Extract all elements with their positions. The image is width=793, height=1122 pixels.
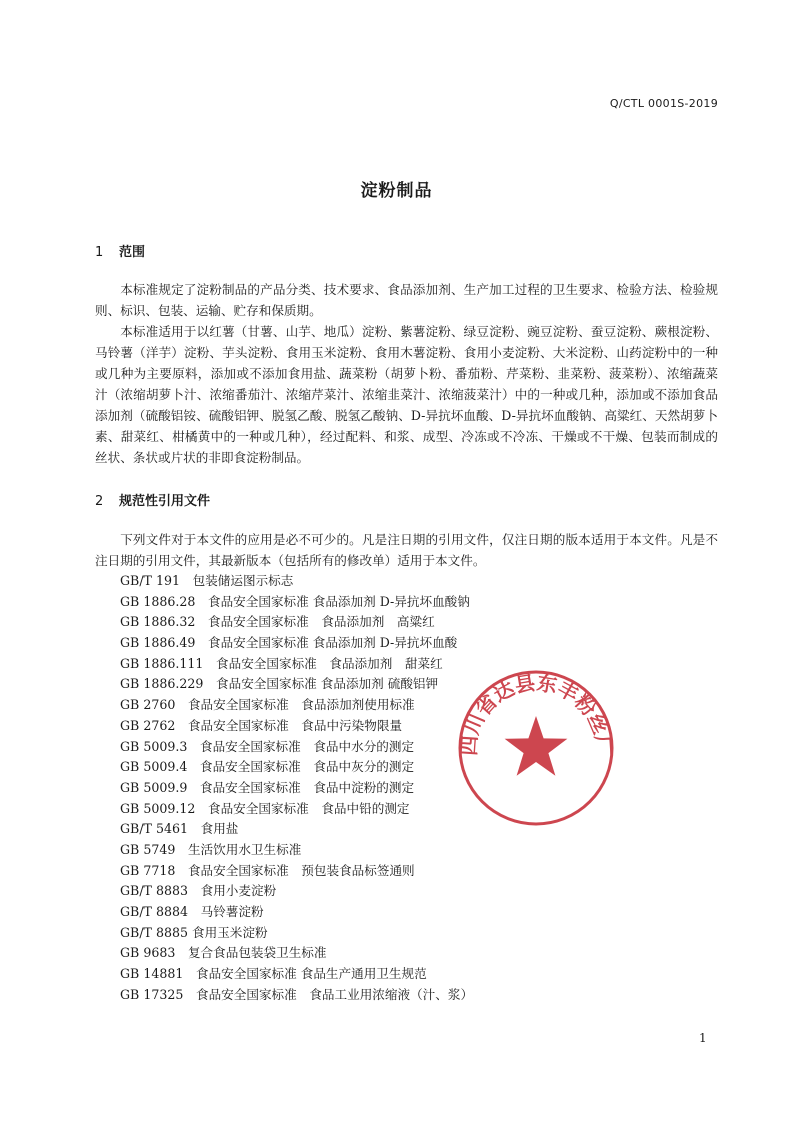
reference-item: GB 14881 食品安全国家标准 食品生产通用卫生规范 bbox=[120, 966, 427, 982]
reference-item: GB 5009.3 食品安全国家标准 食品中水分的测定 bbox=[120, 738, 415, 754]
document-code: Q/CTL 0001S-2019 bbox=[609, 97, 718, 110]
reference-item: GB 1886.111 食品安全国家标准 食品添加剂 甜菜红 bbox=[120, 655, 443, 671]
section-2-title: 规范性引用文件 bbox=[119, 494, 211, 509]
reference-list bbox=[120, 571, 473, 1005]
reference-item: GB 2760 食品安全国家标准 食品添加剂使用标准 bbox=[120, 697, 415, 713]
reference-item: GB 2762 食品安全国家标准 食品中污染物限量 bbox=[120, 717, 403, 733]
reference-item: GB 17325 食品安全国家标准 食品工业用浓缩液（汁、浆） bbox=[120, 986, 474, 1002]
page-title: 淀粉制品 bbox=[360, 181, 433, 201]
scope-paragraph-2: 本标准适用于以红薯（甘薯、山芋、地瓜）淀粉、紫薯淀粉、绿豆淀粉、豌豆淀粉、蚕豆淀粉、蕨根淀粉、马铃薯（洋芋）淀粉、芋头淀粉、食用玉米淀粉、食用木薯淀粉、食用小麦淀粉、大米淀粉、山药淀粉中的一种或几种为主要原料，添加或不添加食用盐、蔬菜粉（胡萝卜粉、番茄粉、芹菜粉、韭菜粉、菠菜粉）、浓缩蔬菜汁（浓缩胡萝卜汁、浓缩番茄汁、浓缩芹菜汁、浓缩韭菜汁、浓缩菠菜汁）中的一种或几种，添加或不添加食品添加剂（硫酸铝铵、硫酸铝钾、脱氢乙酸、脱氢乙酸钠、D-异抗坏血酸、D-异抗坏血酸钠、高粱红、天然胡萝卜素、甜菜红、柑橘黄中的一种或几种），经过配料、和浆、成型、冷冻或不冷冻、干燥或不干燥、包装而制成的丝状、条状或片状的非即食淀粉制品。 bbox=[95, 324, 718, 465]
reference-item: GB/T 8884 马铃薯淀粉 bbox=[120, 904, 264, 919]
section-1-heading bbox=[95, 241, 145, 260]
section-2-number: 2 bbox=[95, 494, 104, 509]
scope-paragraph-1: 本标准规定了淀粉制品的产品分类、技术要求、食品添加剂、生产加工过程的卫生要求、检验方法、检验规则、标识、包装、运输、贮存和保质期。 bbox=[95, 282, 718, 318]
page-number: 1 bbox=[699, 1031, 707, 1045]
reference-item: GB 1886.229 食品安全国家标准 食品添加剂 硫酸铝钾 bbox=[120, 676, 439, 692]
section-1-title: 范围 bbox=[119, 245, 146, 260]
references-intro: 下列文件对于本文件的应用是必不可少的。凡是注日期的引用文件，仅注日期的版本适用于本文件。凡是不注日期的引用文件，其最新版本（包括所有的修改单）适用于本文件。 bbox=[95, 532, 718, 568]
reference-item: GB/T 191 包装储运图示标志 bbox=[120, 573, 294, 588]
reference-item: GB 5009.12 食品安全国家标准 食品中铅的测定 bbox=[120, 800, 410, 816]
reference-item: GB 5009.9 食品安全国家标准 食品中淀粉的测定 bbox=[120, 779, 415, 795]
reference-item: GB 1886.28 食品安全国家标准 食品添加剂 D-异抗坏血酸钠 bbox=[120, 593, 470, 609]
section-1-number: 1 bbox=[95, 245, 104, 260]
star-icon bbox=[505, 716, 568, 776]
reference-item: GB 5749 生活饮用水卫生标准 bbox=[120, 841, 302, 857]
reference-item: GB 5009.4 食品安全国家标准 食品中灰分的测定 bbox=[120, 759, 415, 775]
seal-text-path: 四川省达县东丰粉丝厂 bbox=[456, 670, 616, 757]
reference-item: GB 9683 复合食品包装袋卫生标准 bbox=[120, 945, 327, 961]
reference-item: GB 1886.49 食品安全国家标准 食品添加剂 D-异抗坏血酸 bbox=[120, 635, 458, 651]
company-seal bbox=[456, 668, 616, 828]
reference-item: GB 7718 食品安全国家标准 预包装食品标签通则 bbox=[120, 862, 415, 878]
reference-item: GB/T 8883 食用小麦淀粉 bbox=[120, 883, 277, 899]
section-2-heading bbox=[95, 490, 210, 509]
reference-item: GB/T 8885 食用玉米淀粉 bbox=[120, 924, 268, 940]
reference-item: GB/T 5461 食用盐 bbox=[120, 821, 239, 837]
reference-item: GB 1886.32 食品安全国家标准 食品添加剂 高粱红 bbox=[120, 614, 435, 630]
